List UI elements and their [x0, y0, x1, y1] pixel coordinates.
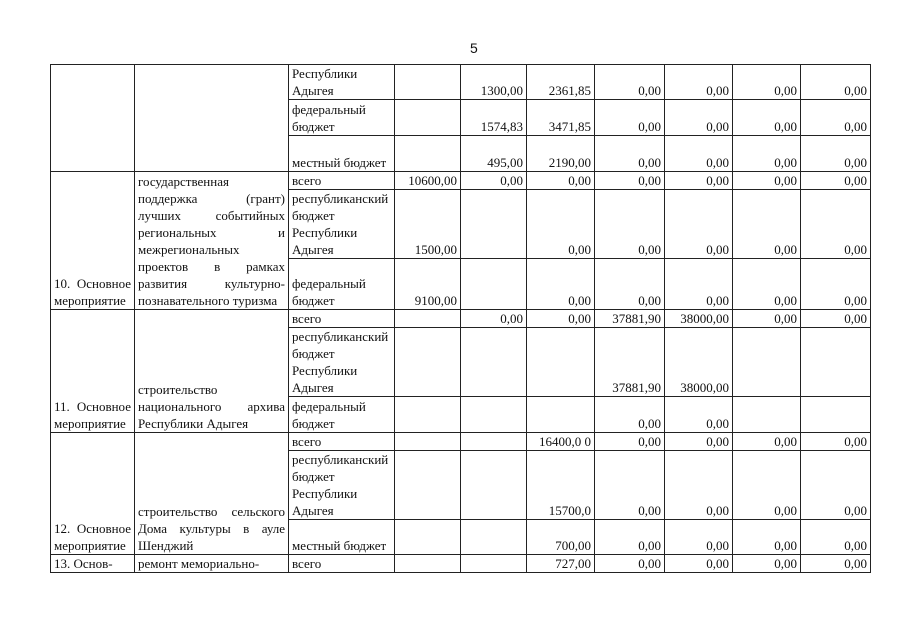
- value-cell: 0,00: [665, 136, 733, 172]
- value-cell: 0,00: [665, 172, 733, 190]
- value-cell: [395, 100, 461, 136]
- value-cell: 0,00: [801, 451, 871, 520]
- value-cell: [395, 555, 461, 573]
- value-cell: 0,00: [665, 520, 733, 555]
- funding-source-cell: всего: [289, 172, 395, 190]
- table-row: [51, 172, 871, 190]
- value-cell: [395, 136, 461, 172]
- value-cell: [395, 451, 461, 520]
- value-cell: [733, 397, 801, 433]
- value-cell: [801, 397, 871, 433]
- value-cell: 0,00: [733, 451, 801, 520]
- value-cell: 2190,00: [527, 136, 595, 172]
- value-cell: 0,00: [595, 190, 665, 259]
- event-name-cell: [51, 65, 135, 172]
- funding-source-cell: всего: [289, 555, 395, 573]
- value-cell: 0,00: [595, 136, 665, 172]
- value-cell: 0,00: [801, 433, 871, 451]
- table-row: [51, 310, 871, 328]
- table-row: [51, 555, 871, 573]
- value-cell: 0,00: [801, 520, 871, 555]
- value-cell: 0,00: [665, 433, 733, 451]
- event-description-cell: строительство сельского Дома культуры в ауле Шенджий: [135, 433, 289, 555]
- value-cell: 3471,85: [527, 100, 595, 136]
- value-cell: 0,00: [665, 65, 733, 100]
- value-cell: 0,00: [801, 555, 871, 573]
- value-cell: 0,00: [527, 310, 595, 328]
- value-cell: 700,00: [527, 520, 595, 555]
- value-cell: 16400,0 0: [527, 433, 595, 451]
- value-cell: [461, 190, 527, 259]
- value-cell: 0,00: [527, 172, 595, 190]
- value-cell: 37881,90: [595, 328, 665, 397]
- value-cell: 0,00: [595, 100, 665, 136]
- value-cell: [395, 65, 461, 100]
- funding-source-cell: всего: [289, 310, 395, 328]
- value-cell: 0,00: [595, 433, 665, 451]
- value-cell: 0,00: [733, 555, 801, 573]
- value-cell: [461, 451, 527, 520]
- funding-source-cell: республиканский бюджет Республики Адыгея: [289, 190, 395, 259]
- value-cell: 0,00: [801, 172, 871, 190]
- value-cell: 0,00: [595, 172, 665, 190]
- value-cell: [461, 259, 527, 310]
- value-cell: 0,00: [595, 520, 665, 555]
- value-cell: 0,00: [595, 397, 665, 433]
- value-cell: [461, 433, 527, 451]
- value-cell: 727,00: [527, 555, 595, 573]
- value-cell: [801, 328, 871, 397]
- value-cell: 0,00: [801, 136, 871, 172]
- value-cell: [395, 328, 461, 397]
- value-cell: 0,00: [595, 259, 665, 310]
- page-number: 5: [470, 40, 478, 56]
- value-cell: 0,00: [733, 433, 801, 451]
- value-cell: [461, 520, 527, 555]
- funding-source-cell: Республики Адыгея: [289, 65, 395, 100]
- value-cell: 0,00: [801, 65, 871, 100]
- value-cell: 0,00: [665, 555, 733, 573]
- event-name-cell: 10. Основное мероприятие: [51, 172, 135, 310]
- value-cell: [395, 310, 461, 328]
- value-cell: 1574,83: [461, 100, 527, 136]
- value-cell: 0,00: [665, 451, 733, 520]
- value-cell: 0,00: [665, 190, 733, 259]
- funding-source-cell: федеральный бюджет: [289, 100, 395, 136]
- table-row: [51, 65, 871, 100]
- funding-source-cell: федеральный бюджет: [289, 259, 395, 310]
- value-cell: 0,00: [801, 259, 871, 310]
- event-description-cell: государственная поддержка (грант) лучших событийных региональных и межрегиональных проектов в рамках развития культурно-познавательного туризма: [135, 172, 289, 310]
- value-cell: [395, 520, 461, 555]
- funding-source-cell: всего: [289, 433, 395, 451]
- funding-source-cell: федеральный бюджет: [289, 397, 395, 433]
- value-cell: [395, 433, 461, 451]
- value-cell: 38000,00: [665, 328, 733, 397]
- value-cell: 0,00: [733, 259, 801, 310]
- budget-table: [50, 64, 871, 573]
- value-cell: 0,00: [733, 172, 801, 190]
- value-cell: 0,00: [801, 310, 871, 328]
- value-cell: [461, 328, 527, 397]
- value-cell: [527, 397, 595, 433]
- value-cell: [461, 397, 527, 433]
- value-cell: 0,00: [665, 397, 733, 433]
- value-cell: 0,00: [733, 100, 801, 136]
- value-cell: 1300,00: [461, 65, 527, 100]
- value-cell: 0,00: [733, 190, 801, 259]
- value-cell: 0,00: [733, 136, 801, 172]
- value-cell: [527, 328, 595, 397]
- value-cell: [395, 397, 461, 433]
- value-cell: 0,00: [595, 555, 665, 573]
- funding-source-cell: местный бюджет: [289, 136, 395, 172]
- value-cell: 0,00: [801, 190, 871, 259]
- value-cell: 0,00: [733, 65, 801, 100]
- event-name-cell: 12. Основное мероприятие: [51, 433, 135, 555]
- value-cell: 0,00: [595, 451, 665, 520]
- value-cell: 0,00: [527, 190, 595, 259]
- value-cell: 1500,00: [395, 190, 461, 259]
- value-cell: 9100,00: [395, 259, 461, 310]
- value-cell: 0,00: [461, 172, 527, 190]
- event-description-cell: ремонт мемориально-: [135, 555, 289, 573]
- table-row: [51, 433, 871, 451]
- event-name-cell: 13. Основ-: [51, 555, 135, 573]
- funding-source-cell: республиканский бюджет Республики Адыгея: [289, 328, 395, 397]
- value-cell: [461, 555, 527, 573]
- event-name-cell: 11. Основное мероприятие: [51, 310, 135, 433]
- value-cell: 0,00: [665, 100, 733, 136]
- event-description-cell: строительство национального архива Республики Адыгея: [135, 310, 289, 433]
- value-cell: 0,00: [801, 100, 871, 136]
- value-cell: 0,00: [665, 259, 733, 310]
- funding-source-cell: республиканский бюджет Республики Адыгея: [289, 451, 395, 520]
- value-cell: 0,00: [733, 310, 801, 328]
- value-cell: 2361,85: [527, 65, 595, 100]
- value-cell: 37881,90: [595, 310, 665, 328]
- value-cell: 10600,00: [395, 172, 461, 190]
- value-cell: 0,00: [595, 65, 665, 100]
- value-cell: 495,00: [461, 136, 527, 172]
- funding-source-cell: местный бюджет: [289, 520, 395, 555]
- value-cell: 38000,00: [665, 310, 733, 328]
- value-cell: 0,00: [527, 259, 595, 310]
- value-cell: [733, 328, 801, 397]
- value-cell: 0,00: [461, 310, 527, 328]
- value-cell: 15700,0: [527, 451, 595, 520]
- event-description-cell: [135, 65, 289, 172]
- value-cell: 0,00: [733, 520, 801, 555]
